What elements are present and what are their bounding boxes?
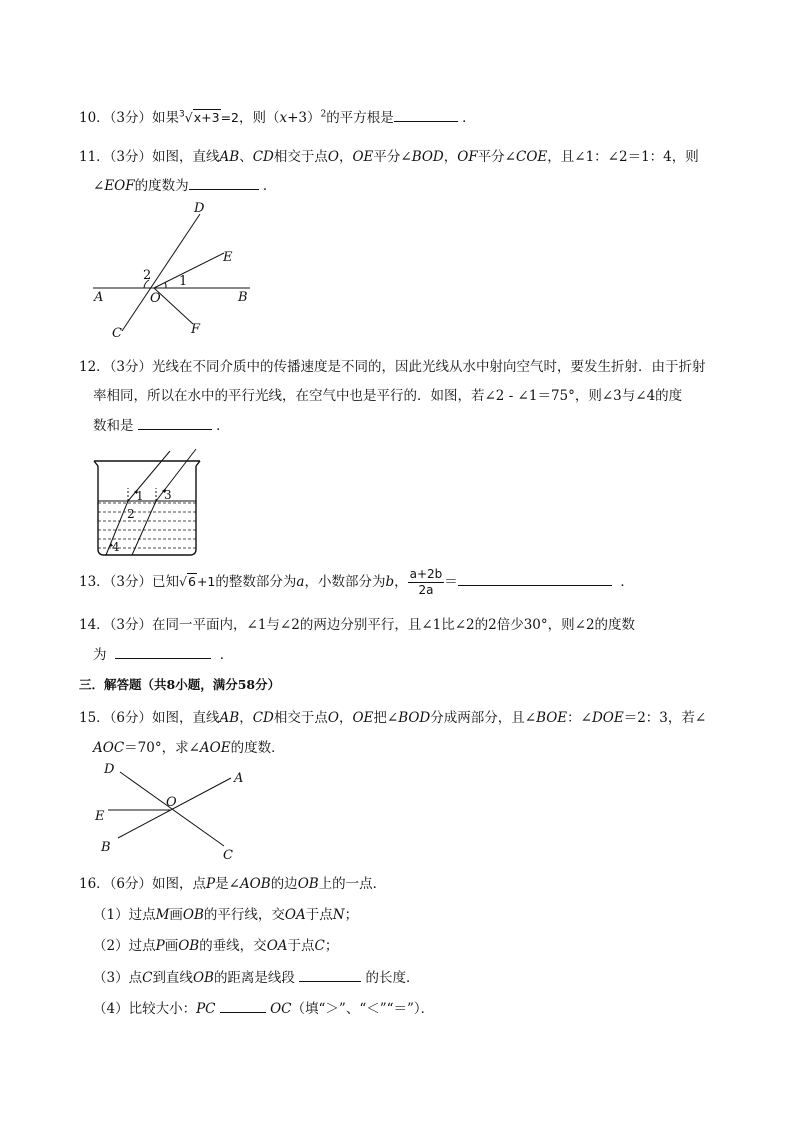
label-O: O <box>166 795 177 810</box>
label-B: B <box>101 840 111 855</box>
answer-blank[interactable] <box>220 1000 266 1013</box>
question-14-line-2: 为 ． <box>93 647 234 663</box>
label-B: B <box>238 290 248 305</box>
question-16-step-4: （4）比较大小：PC OC（填“＞”、“＜”“＝”）． <box>93 1001 435 1017</box>
label-A: A <box>234 771 244 786</box>
question-11-line-1: 11．（3分）如图，直线AB、CD相交于点O，OE平分∠BOD，OF平分∠COE，且∠1：∠2＝1：4，则 <box>79 149 699 165</box>
section-heading: 三．解答题（共8小题，满分58分） <box>79 677 281 692</box>
question-16-step-1: （1）过点M画OB的平行线，交OA于点N； <box>93 907 359 923</box>
label-angle-1: 1 <box>179 274 188 289</box>
question-14-line-1: 14．（3分）在同一平面内，∠1与∠2的两边分别平行，且∠1比∠2的2倍少30°，则∠2的度数 <box>79 617 636 633</box>
question-16-line-1: 16．（6分）如图，点P是∠AOB的边OB上的一点． <box>79 876 387 892</box>
question-16-step-2: （2）过点P画OB的垂线，交OA于点C； <box>93 938 339 954</box>
label-O: O <box>150 291 161 306</box>
question-11-line-2: ∠EOF的度数为 ． <box>93 178 277 194</box>
radicand: x+3 <box>193 110 220 125</box>
label-angle-2: 2 <box>127 507 135 521</box>
label-E: E <box>223 250 233 265</box>
question-12-line-3: 数和是 ． <box>93 418 230 434</box>
label-angle-1: 1 <box>136 489 144 503</box>
label-angle-4: 4 <box>112 540 120 554</box>
question-12-line-2: 率相同，所以在水中的平行光线，在空气中也是平行的．如图，若∠2 - ∠1＝75°，则∠3与∠4的度 <box>93 388 683 404</box>
label-angle-2: 2 <box>143 268 152 283</box>
question-13: 13．（3分）已知√6+1的整数部分为a，小数部分为b， $\frac{a+2b}{2a}$ ＝ ． <box>79 567 634 597</box>
question-15-line-2: AOC＝70°，求∠AOE的度数． <box>93 740 285 756</box>
answer-blank[interactable] <box>299 969 361 982</box>
question-12-line-1: 12．（3分）光线在不同介质中的传播速度是不同的，因此光线从水中射向空气时，要发生折射．由于折射 <box>79 359 706 375</box>
label-D: D <box>104 762 115 777</box>
label-D: D <box>194 201 205 216</box>
fraction: $\frac{a+2b}{2a}$ <box>409 567 443 597</box>
question-10: 10．（3分）如果$^3$√x+3=2，则$(x+3)^2$的平方根是 ． <box>79 109 476 126</box>
label-F: F <box>191 322 201 337</box>
label-angle-3: 3 <box>164 488 172 502</box>
question-15-line-1: 15．（6分）如图，直线AB，CD相交于点O，OE把∠BOD分成两部分，且∠BOE：∠DOE＝2：3，若∠ <box>79 710 707 726</box>
label-E: E <box>95 809 105 824</box>
label-C: C <box>112 326 122 341</box>
label-A: A <box>94 290 104 305</box>
question-16-step-3: （3）点C到直线OB的距离是线段 的长度． <box>93 970 420 986</box>
label-C: C <box>223 848 233 863</box>
